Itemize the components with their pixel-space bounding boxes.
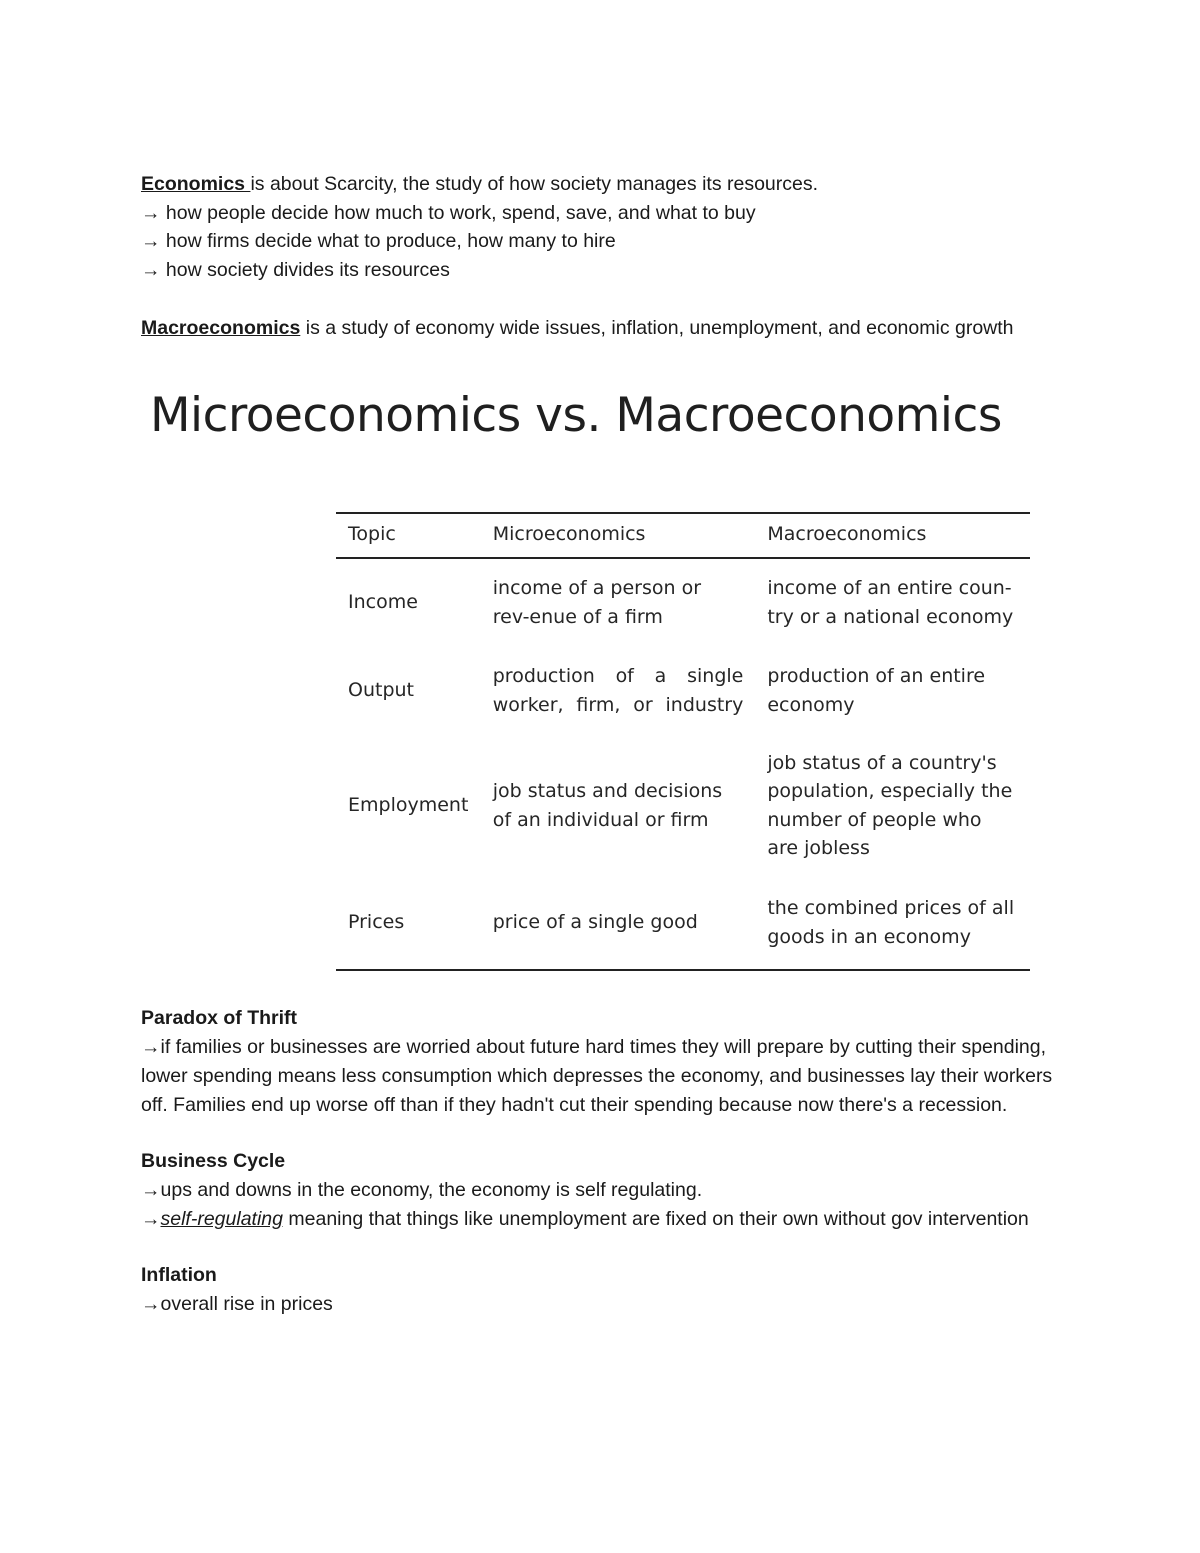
macro-term: Macroeconomics bbox=[141, 317, 301, 339]
cell-topic: Employment bbox=[348, 794, 469, 817]
cell-macro: the combined prices of all goods in an economy bbox=[755, 877, 1030, 970]
cell-topic: Income bbox=[348, 591, 418, 614]
cell-micro: production of a single worker, firm, or industry bbox=[492, 665, 744, 716]
cell-macro: income of an entire coun-try or a national economy bbox=[767, 577, 1014, 628]
macro-definition bbox=[141, 314, 1061, 343]
business-cycle-heading: Business Cycle bbox=[141, 1150, 286, 1172]
economics-definition bbox=[141, 170, 1061, 199]
inflation-heading: Inflation bbox=[141, 1264, 217, 1286]
cell-micro: price of a single good bbox=[481, 877, 756, 970]
economics-term: Economics bbox=[141, 173, 251, 195]
header-micro: Microeconomics bbox=[481, 513, 756, 558]
self-regulating-term: self-regulating bbox=[160, 1208, 283, 1230]
notes-section bbox=[141, 1004, 1061, 1319]
self-regulating-text: meaning that things like unemployment are fixed on their own without gov intervention bbox=[282, 1208, 1029, 1230]
table-row bbox=[336, 558, 1030, 647]
table-row bbox=[336, 647, 1030, 735]
paradox-text: →if families or businesses are worried about future hard times they will prepare by cutting their spending, lower spending means less consumption which depresses the economy, and businesses lay their workers off. Families end up worse off than if they hadn't cut their spending because now there's a recession. bbox=[141, 1036, 1053, 1116]
paradox-heading: Paradox of Thrift bbox=[141, 1007, 298, 1029]
arrow-glyph: → bbox=[141, 1208, 161, 1230]
self-regulating-line bbox=[141, 1205, 1061, 1234]
bullet-line: → how people decide how much to work, spend, save, and what to buy bbox=[141, 201, 756, 224]
comparison-table bbox=[336, 512, 1030, 971]
inflation-text: →overall rise in prices bbox=[141, 1293, 333, 1315]
economics-text: is about Scarcity, the study of how society manages its resources. bbox=[250, 173, 819, 195]
table-header-row bbox=[336, 513, 1030, 558]
bullet-line: → how society divides its resources bbox=[141, 258, 450, 281]
cell-topic: Output bbox=[348, 679, 414, 702]
table-row bbox=[336, 877, 1030, 970]
macro-text: is a study of economy wide issues, inflation, unemployment, and economic growth bbox=[300, 317, 1014, 339]
slide-title: Microeconomics vs. Macroeconomics bbox=[150, 388, 1002, 443]
cell-micro: income of a person or rev-enue of a firm bbox=[492, 577, 702, 628]
cell-topic: Prices bbox=[336, 877, 481, 970]
cell-macro: production of an entire economy bbox=[767, 665, 986, 716]
cell-macro: job status of a country's population, especially the number of people who are jobless bbox=[767, 751, 1013, 859]
bullet-line: → how firms decide what to produce, how many to hire bbox=[141, 230, 616, 252]
table-row bbox=[336, 735, 1030, 877]
cell-micro: job status and decisions of an individual or firm bbox=[492, 780, 723, 831]
header-topic: Topic bbox=[336, 513, 481, 558]
header-macro: Macroeconomics bbox=[755, 513, 1030, 558]
business-cycle-line: →ups and downs in the economy, the economy is self regulating. bbox=[141, 1179, 703, 1201]
intro-section bbox=[141, 170, 1061, 343]
